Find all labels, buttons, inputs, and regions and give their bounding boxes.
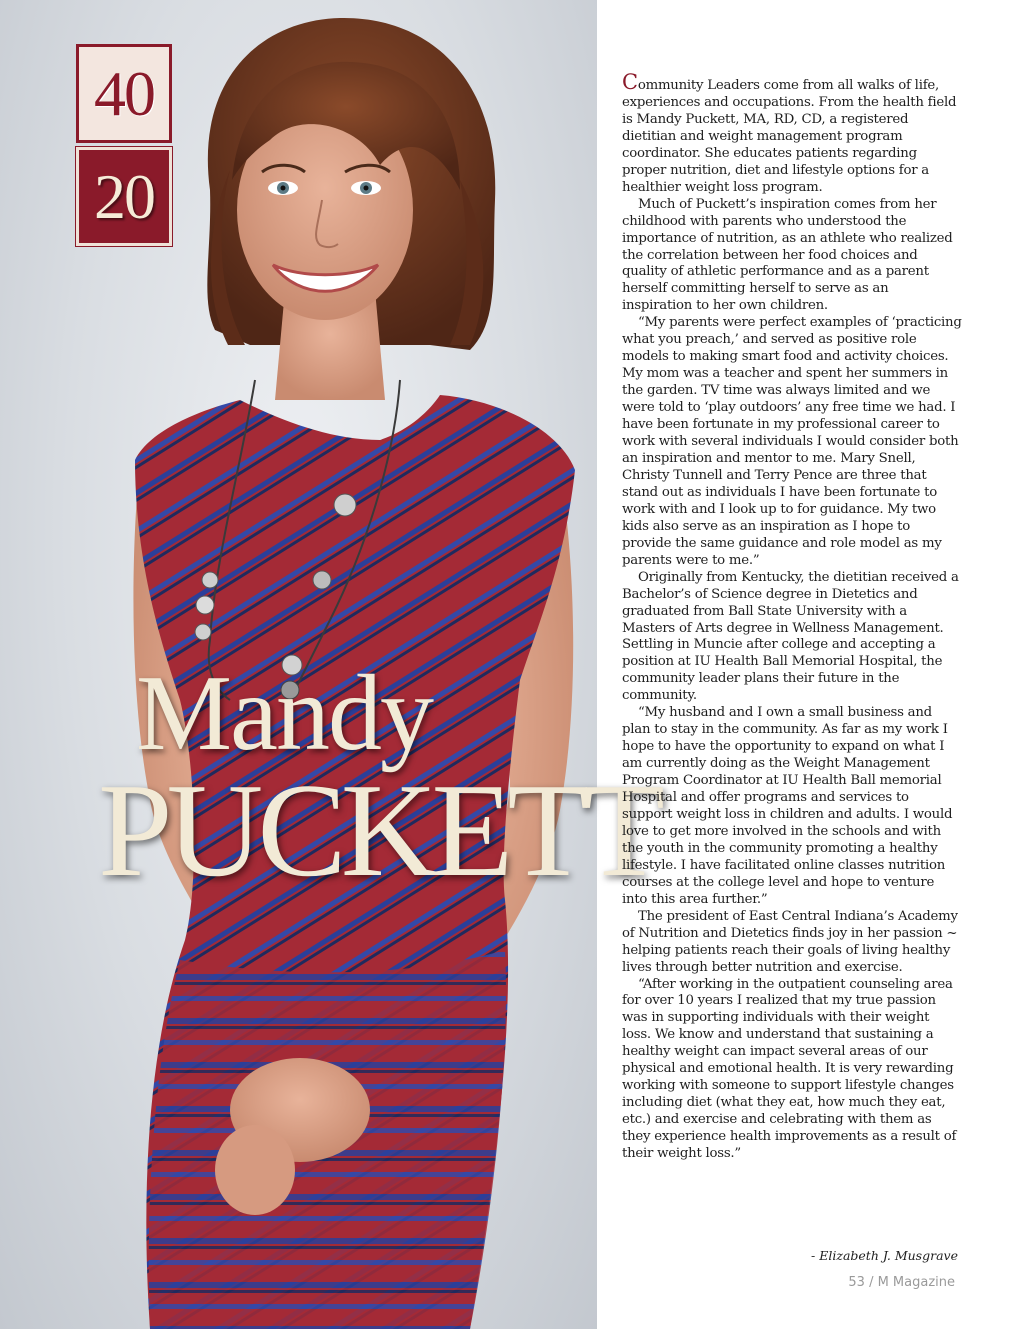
profile-last-name: PUCKETT xyxy=(98,756,659,904)
article-paragraph-text: ommunity Leaders come from all walks of life, experiences and occupations. From the health field is Mandy Puckett, MA, RD, CD, a registered dietitian and weight management program coordinator. She educates patients regarding proper nutrition, diet and lifestyle options for a healthier weight loss program. xyxy=(622,78,957,195)
drop-cap: C xyxy=(622,70,638,94)
badge-twenty: 20 xyxy=(76,147,172,246)
article-paragraph: The president of East Central Indiana’s Academy of Nutrition and Dietetics finds joy in her passion ~ helping patients reach their goals of living healthy lives through better nutrition and exercise. xyxy=(622,908,958,975)
article-paragraph xyxy=(622,72,962,197)
article-body xyxy=(622,72,962,1163)
badge-forty: 40 xyxy=(76,44,172,143)
article-paragraph: Originally from Kentucky, the dietitian received a Bachelor’s of Science degree in Dietetics and graduated from Ball State University with a Masters of Arts degree in Wellness Management. Settling in Muncie after college and accepting a position at IU Health Ball Memorial Hospital, the community leader plans their future in the community. xyxy=(622,569,959,704)
article-paragraph: Much of Puckett’s inspiration comes from her childhood with parents who understood the importance of nutrition, as an athlete who realized the correlation between her food choices and quality of athletic performance and as a parent herself committing herself to serve as an inspiration to her own children. xyxy=(622,196,953,314)
article-paragraph: “After working in the outpatient counseling area for over 10 years I realized that my true passion was in supporting individuals with their weight loss. We know and understand that sustaining a healthy weight can impact several areas of our physical and emotional health. It is very rewarding working with someone to support lifestyle changes including diet (what they eat, how much they eat, etc.) and exercise and celebrating with them as they experience health improvements as a result of their weight loss.” xyxy=(622,976,957,1162)
page-folio: 53 / M Magazine xyxy=(848,1275,955,1290)
profile-first-name: Mandy xyxy=(136,654,432,773)
article-paragraph: “My parents were perfect examples of ‘practicing what you preach,’ and served as positive role models to making smart food and activity choices. My mom was a teacher and spent her summers in the garden. TV time was always limited and we were told to ‘play outdoors’ any free time we had. I have been fortunate in my professional career to work with several individuals I would consider both an inspiration and mentor to me. Mary Snell, Christy Tunnell and Terry Pence are three that stand out as individuals I have been fortunate to work with and I look up to for guidance. My two kids also serve as an inspiration as I hope to provide the same guidance and role model as my parents were to me.” xyxy=(622,315,962,568)
author-byline: - Elizabeth J. Musgrave xyxy=(811,1248,958,1263)
article-paragraph: “My husband and I own a small business and plan to stay in the community. As far as my work I hope to have the opportunity to expand on what I am currently doing as the Weight Management Program Coordinator at IU Health Ball memorial Hospital and offer programs and services to support weight loss in children and adults. I would love to get more involved in the schools and with the youth in the community promoting a healthy lifestyle. I have facilitated online classes nutrition courses at the college level and hope to venture into this area further.” xyxy=(622,705,953,907)
